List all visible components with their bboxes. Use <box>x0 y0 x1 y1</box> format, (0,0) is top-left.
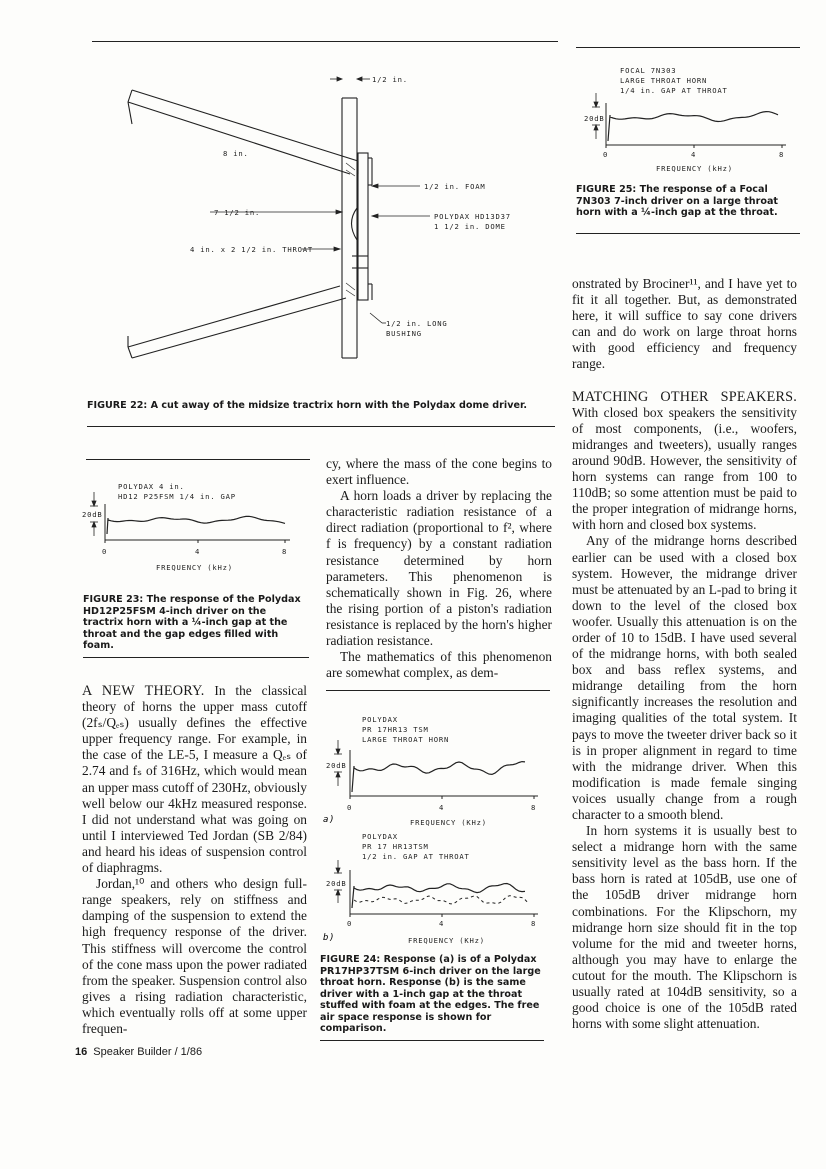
figure22-horn-cutaway <box>110 68 530 373</box>
fig24b-tick-4: 4 <box>439 919 445 928</box>
fig24a-tick-0: 0 <box>347 803 353 812</box>
fig24-bottom-rule <box>320 1040 544 1041</box>
figure25-caption: FIGURE 25: The response of a Focal 7N303 7-inch driver on a large throat horn with a ¼-inch gap at the throat. <box>576 184 779 218</box>
col3-paragraph-2: With closed box speakers the sensitivity of most components, (i.e., woofers, midranges and tweeters), usually ranges around 90dB. However, the sensitivity of horn systems can range from 100 to 110dB; so some attention must be paid to the proper integration of midrange horns, with horn and closed box systems. <box>572 404 797 533</box>
fig24a-legend-1: POLYDAX <box>362 715 398 724</box>
figure23-response-chart <box>80 474 310 584</box>
fig23-top-rule <box>86 459 310 460</box>
fig24b-xlabel: FREQUENCY (KHz) <box>408 936 485 945</box>
fig22-label-throat: 4 in. x 2 1/2 in. THROAT <box>190 245 314 254</box>
page-number: 16 <box>75 1046 88 1058</box>
figure24-caption: FIGURE 24: Response (a) is of a Polydax PR17HP37TSM 6-inch driver on the large throat horn. Response (b) is the same driver with a 1-inch gap at the throat stuffed with foam at the edges. The free air space response is shown for comparison. <box>320 954 541 1034</box>
figure22-caption: FIGURE 22: A cut away of the midsize tractrix horn with the Polydax dome driver. <box>87 400 527 411</box>
col2-paragraph-1: cy, where the mass of the cone begins to exert influence. <box>326 456 552 488</box>
col2-paragraph-3: The mathematics of this phenomenon are somewhat complex, as dem- <box>326 649 552 681</box>
fig22-label-driver-1: POLYDAX HD13D37 <box>434 212 511 221</box>
fig24a-tick-4: 4 <box>439 803 445 812</box>
fig23-legend-2: HD12 P25FSM 1/4 in. GAP <box>118 492 236 501</box>
fig23-xlabel: FREQUENCY (kHz) <box>156 563 233 572</box>
col1-paragraph-1: In the classical theory of horns the upper mass cutoff (2fₛ/Qₑₛ) usually defines the effective upper frequency range. For example, in the case of the LE-5, I measure a Qₑₛ of 2.74 and fₛ of 316Hz, which would mean an upper mass cutoff of 230Hz, obviously well below our 4kHz measured response. I did not understand what was going on until I interviewed Ted Jordan (SB 2/84) and heard his ideas of suspension control of diaphragms. <box>82 683 307 876</box>
fig23-legend-1: POLYDAX 4 in. <box>118 482 185 491</box>
col3-paragraph-4: In horn systems it is usually best to select a midrange horn with the same sensitivity level as the bass horn. If the bass horn is rated at 105dB, use one of the 105dB driver midrange horn combinations. For the Klipschorn, my midrange horn size should fit in the top volume for the mid and tweeter horns, although you may have to enlarge the cutout for the mouth. The Klipschorn is usually rated at 104dB sensitivity, so a good choice is one of the 105dB rated horns with some slight attenuation. <box>572 823 797 1032</box>
fig22-label-eight-in: 8 in. <box>223 149 249 158</box>
col2-paragraph-2: A horn loads a driver by replacing the characteristic radiation resistance of a direct radiation (proportional to f², where f is frequency) by a constant radiation resistance determined by horn parameters. This phenomenon is schematically shown in Fig. 26, where the rising portion of a piston's radiation resistance is replaced by the horn's higher radiation resistance. <box>326 488 552 649</box>
fig23-tick-8: 8 <box>282 547 288 556</box>
fig24b-scale: 20dB <box>326 879 347 888</box>
fig24b-tick-8: 8 <box>531 919 537 928</box>
fig25-legend-1: FOCAL 7N303 <box>620 66 677 75</box>
fig24a-xlabel: FREQUENCY (KHz) <box>410 818 487 827</box>
fig24b-free-air-curve <box>354 896 528 904</box>
fig22-label-driver-2: 1 1/2 in. DOME <box>434 222 506 231</box>
publication-name: Speaker Builder / 1/86 <box>93 1046 203 1058</box>
figure22-bottom-rule <box>87 426 555 427</box>
fig24b-panel-label: b) <box>323 933 336 943</box>
figure25-response-chart <box>580 63 800 175</box>
fig25-tick-8: 8 <box>779 150 785 159</box>
col1-paragraph-2: Jordan,¹⁰ and others who design full-range speakers, rely on stiffness and damping of the suspension to extend the high frequency response of the driver. This stiffness will overcome the control of the cone mass upon the power radiated from the speaker. Suspension control also gives a rising radiation characteristic, which eventually rolls off at some upper frequen- <box>82 876 307 1036</box>
fig24b-response-curve <box>352 884 525 909</box>
fig22-label-bushing-2: BUSHING <box>386 329 422 338</box>
fig25-response-curve <box>608 112 778 141</box>
fig25-xlabel: FREQUENCY (kHz) <box>656 164 733 173</box>
fig23-scale: 20dB <box>82 510 103 519</box>
fig24b-legend-1: POLYDAX <box>362 832 398 841</box>
fig24a-tick-8: 8 <box>531 803 537 812</box>
col3-paragraph-3: Any of the midrange horns described earlier can be used with a closed box system. However, the midrange driver must be attenuated by an L-pad to bring it down to the level of the closed box woofer. Usually this attenuation is on the order of 10 to 15dB. I have used several of the midrange horns, with both sealed box and bass reflex systems, and midrange detailing from the horn significantly increases the resolution and imaging qualities of the total system. It pays to move the tweeter driver back so it is in proper alignment in regard to time with the midrange driver. When this modification is made female singing voices usually change from a rough character to a smooth blend. <box>572 533 797 822</box>
a-new-theory-heading: A NEW THEORY. <box>82 683 205 699</box>
fig24a-scale: 20dB <box>326 761 347 770</box>
fig24a-legend-2: PR 17HR13 TSM <box>362 725 429 734</box>
col3-paragraph-1: onstrated by Brociner¹¹, and I have yet to fit it all together. But, as demonstrated here, it will suffice to say cone drivers can and do work on large throat horns with good efficiency and frequency range. <box>572 276 797 372</box>
top-rule-right <box>576 47 800 48</box>
column-2-text <box>326 456 552 681</box>
fig23-response-curve <box>107 516 285 534</box>
fig24b-legend-3: 1/2 in. GAP AT THROAT <box>362 852 470 861</box>
fig22-label-seven-half-in: 7 1/2 in. <box>214 208 261 217</box>
fig24a-response-curve <box>352 762 525 792</box>
fig25-tick-0: 0 <box>603 150 609 159</box>
fig24a-panel-label: a) <box>323 815 336 825</box>
figure24-response-charts <box>320 710 552 950</box>
fig24a-legend-3: LARGE THROAT HORN <box>362 735 450 744</box>
fig22-label-foam: 1/2 in. FOAM <box>424 182 486 191</box>
fig24-top-rule <box>326 690 550 691</box>
fig23-bottom-rule <box>83 657 309 658</box>
figure23-caption: FIGURE 23: The response of the Polydax HD12P25FSM 4-inch driver on the tractrix horn with a ¼-inch gap at the throat and the gap edges filled with foam. <box>83 594 301 651</box>
fig25-scale: 20dB <box>584 114 605 123</box>
page-footer <box>75 1046 202 1058</box>
fig25-legend-3: 1/4 in. GAP AT THROAT <box>620 86 728 95</box>
fig24b-legend-2: PR 17 HR13TSM <box>362 842 429 851</box>
column-1-text <box>82 683 307 1037</box>
fig22-label-half-in: 1/2 in. <box>372 75 408 84</box>
fig25-bottom-rule <box>576 233 800 234</box>
top-rule-left <box>92 41 558 42</box>
fig25-legend-2: LARGE THROAT HORN <box>620 76 708 85</box>
fig23-tick-4: 4 <box>195 547 201 556</box>
fig25-tick-4: 4 <box>691 150 697 159</box>
fig22-label-bushing-1: 1/2 in. LONG <box>386 319 448 328</box>
column-3-text <box>572 276 797 1032</box>
fig23-tick-0: 0 <box>102 547 108 556</box>
fig24b-tick-0: 0 <box>347 919 353 928</box>
matching-other-speakers-heading: MATCHING OTHER SPEAKERS. <box>572 388 797 405</box>
